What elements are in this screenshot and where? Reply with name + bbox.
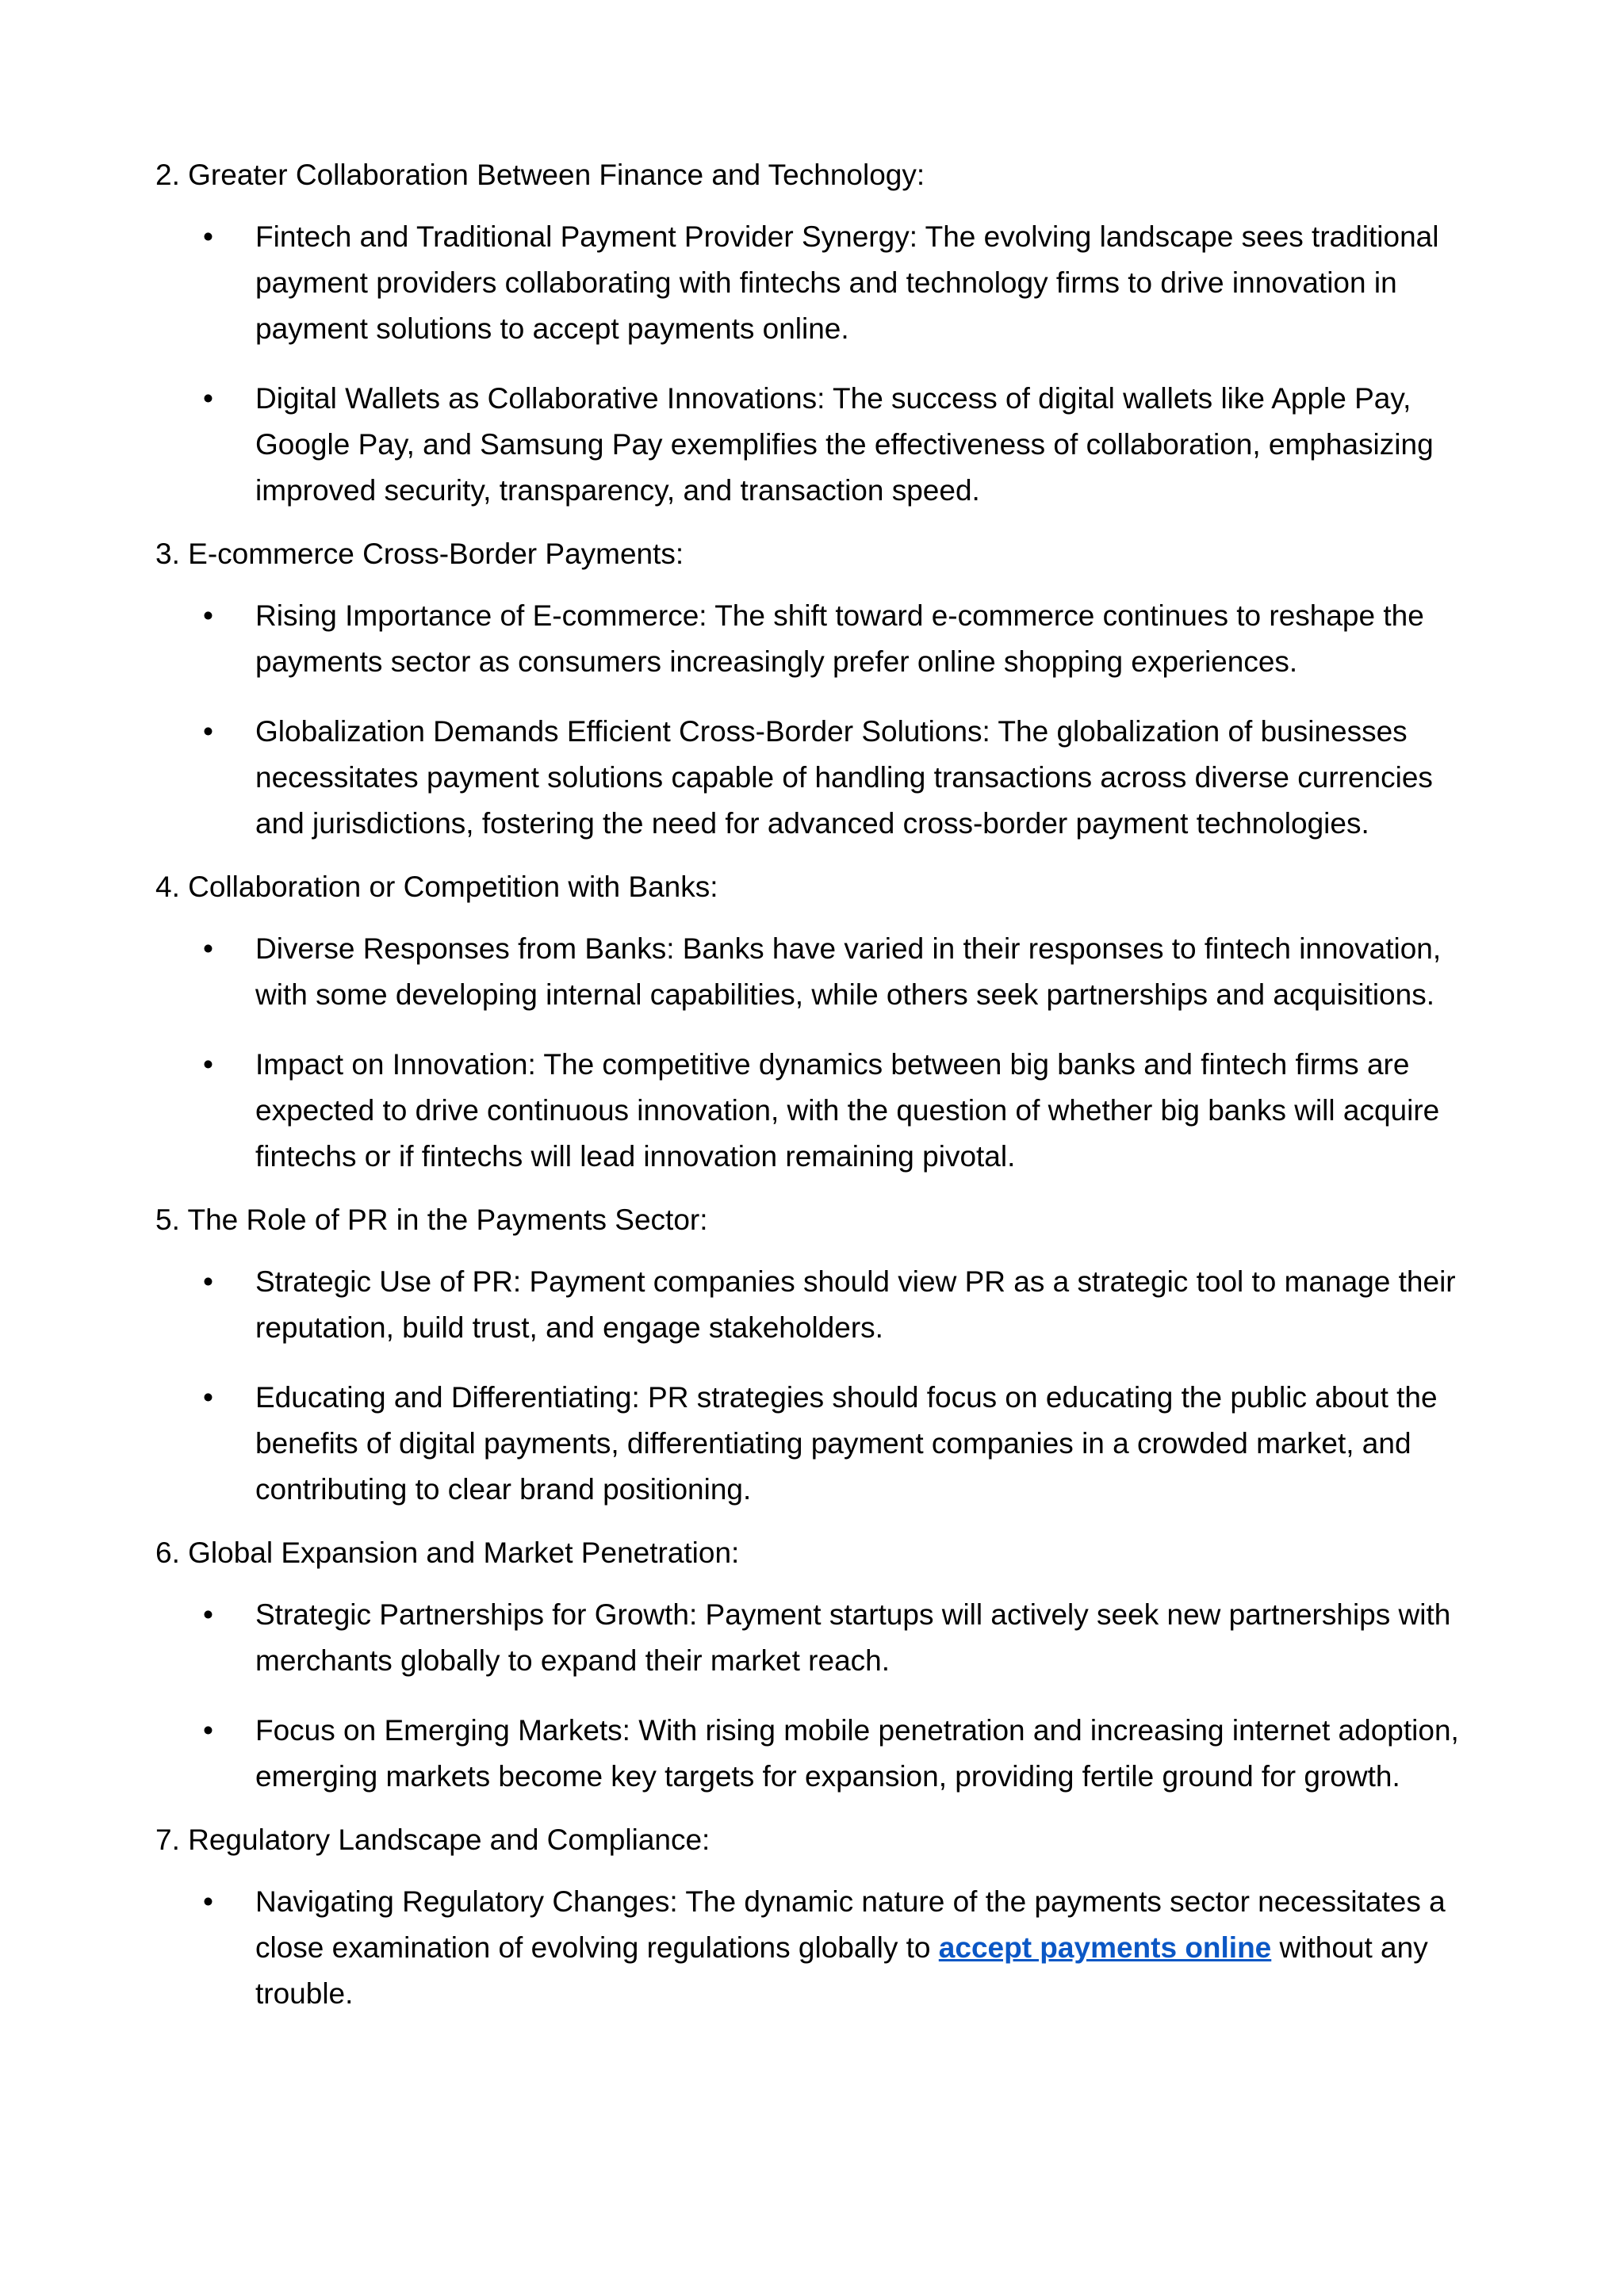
bullet-icon: • <box>203 1265 213 1298</box>
list-item-text: Educating and Differentiating: PR strategies should focus on educating the public about the benefits of digital payments, differentiating payment companies in a crowded market, and contributing to clear brand positioning. <box>255 1381 1438 1506</box>
list-item <box>155 376 1488 514</box>
list-item-text <box>255 1885 1446 2010</box>
bullet-icon: • <box>203 220 213 253</box>
section-ecommerce-cross-border <box>155 531 1488 847</box>
list-item <box>155 1042 1488 1180</box>
list-item <box>155 1708 1488 1800</box>
bullet-icon: • <box>203 599 213 632</box>
section-heading: 3. E-commerce Cross-Border Payments: <box>155 538 684 570</box>
section-heading: 6. Global Expansion and Market Penetration: <box>155 1536 740 1569</box>
list-item-text: Strategic Use of PR: Payment companies should view PR as a strategic tool to manage their reputation, build trust, and engage stakeholders. <box>255 1265 1456 1344</box>
section-heading: 2. Greater Collaboration Between Finance and Technology: <box>155 159 925 191</box>
bullet-icon: • <box>203 382 213 415</box>
bullet-list <box>155 593 1488 847</box>
bullet-icon: • <box>203 1048 213 1081</box>
list-item <box>155 214 1488 352</box>
list-item-text-before-link: Navigating Regulatory Changes: The dynamic nature of the payments sector necessitates a close examination of evolving regulations globally to <box>255 1885 1446 1964</box>
list-item-text: Impact on Innovation: The competitive dynamics between big banks and fintech firms are expected to drive continuous innovation, with the question of whether big banks will acquire fintechs or if fintechs will lead innovation remaining pivotal. <box>255 1048 1440 1173</box>
list-item-text: Focus on Emerging Markets: With rising mobile penetration and increasing internet adoption, emerging markets become key targets for expansion, providing fertile ground for growth. <box>255 1714 1459 1793</box>
bullet-icon: • <box>203 1885 213 1918</box>
list-item <box>155 1879 1488 2017</box>
section-heading: 4. Collaboration or Competition with Banks: <box>155 871 718 903</box>
bullet-icon: • <box>203 932 213 965</box>
bullet-icon: • <box>203 1381 213 1414</box>
section-regulatory <box>155 1817 1488 2017</box>
bullet-icon: • <box>203 1598 213 1631</box>
bullet-list <box>155 1259 1488 1513</box>
list-item-text: Globalization Demands Efficient Cross-Border Solutions: The globalization of businesses necessitates payment solutions capable of handling transactions across diverse currencies and jurisdictions, fostering the need for advanced cross-border payment technologies. <box>255 715 1433 840</box>
list-item <box>155 1592 1488 1684</box>
section-global-expansion <box>155 1530 1488 1800</box>
bullet-list <box>155 926 1488 1180</box>
list-item-text: Fintech and Traditional Payment Provider Synergy: The evolving landscape sees traditional payment providers collaborating with fintechs and technology firms to drive innovation in payment solutions to accept payments online. <box>255 220 1439 345</box>
bullet-list <box>155 1592 1488 1800</box>
list-item <box>155 709 1488 847</box>
list-item-text: Strategic Partnerships for Growth: Payment startups will actively seek new partnerships with merchants globally to expand their market reach. <box>255 1598 1451 1677</box>
bullet-icon: • <box>203 715 213 748</box>
section-collaboration-finance-technology <box>155 152 1488 514</box>
document-content <box>155 152 1488 2034</box>
bullet-list <box>155 1879 1488 2017</box>
list-item-text-after-link: without any trouble. <box>255 1931 1428 2010</box>
list-item-text: Diverse Responses from Banks: Banks have varied in their responses to fintech innovation, with some developing internal capabilities, while others seek partnerships and acquisitions. <box>255 932 1442 1011</box>
section-heading: 5. The Role of PR in the Payments Sector: <box>155 1203 708 1236</box>
list-item <box>155 926 1488 1018</box>
bullet-icon: • <box>203 1714 213 1747</box>
bullet-list <box>155 214 1488 514</box>
list-item-text: Rising Importance of E-commerce: The shift toward e-commerce continues to reshape the payments sector as consumers increasingly prefer online shopping experiences. <box>255 599 1424 678</box>
list-item-text: Digital Wallets as Collaborative Innovations: The success of digital wallets like Apple Pay, Google Pay, and Samsung Pay exemplifies the effectiveness of collaboration, emphasizing improved security, transparency, and transaction speed. <box>255 382 1434 507</box>
list-item <box>155 593 1488 685</box>
list-item <box>155 1375 1488 1513</box>
accept-payments-online-link[interactable]: accept payments online <box>938 1931 1272 1964</box>
list-item <box>155 1259 1488 1351</box>
section-heading: 7. Regulatory Landscape and Compliance: <box>155 1823 710 1856</box>
section-pr-role <box>155 1197 1488 1513</box>
section-banks <box>155 864 1488 1180</box>
